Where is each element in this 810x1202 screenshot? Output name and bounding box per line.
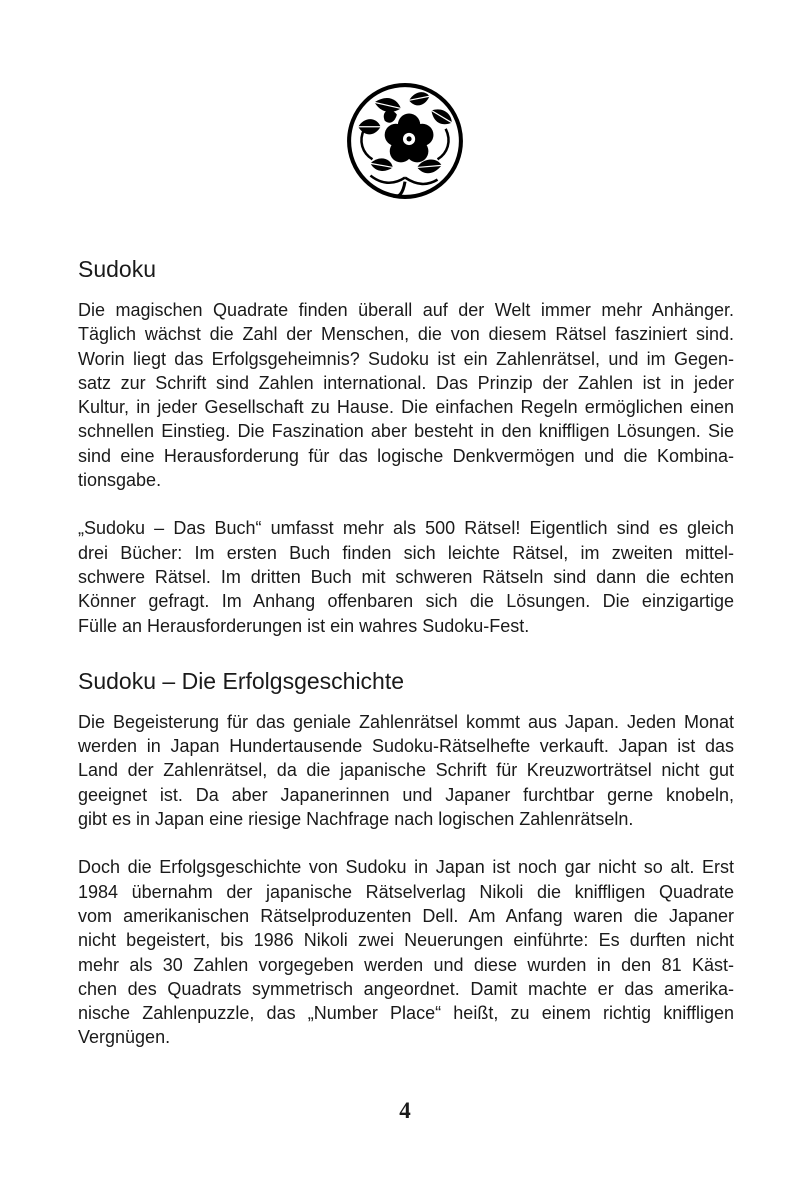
text-line: werden in Japan Hundertausende Sudoku-Rätselhefte verkauft. Japan ist das xyxy=(78,736,734,757)
text-line: Täglich wächst die Zahl der Menschen, die von diesem Rätsel fasziniert sind. xyxy=(78,324,734,345)
paragraph-intro xyxy=(78,298,734,492)
text-line: geeignet ist. Da aber Japanerinnen und Japaner furchtbar gerne knobeln, xyxy=(78,784,734,805)
text-line: Kultur, in jeder Gesellschaft zu Hause. Die einfachen Regeln ermöglichen einen xyxy=(78,397,734,418)
paragraph-japan xyxy=(78,710,734,831)
page-number: 4 xyxy=(399,1098,411,1123)
text-line: Die magischen Quadrate finden überall auf der Welt immer mehr Anhänger. xyxy=(78,300,734,320)
text-line: Könner gefragt. Im Anhang offenbaren sich die Lösungen. Die einzigartige xyxy=(78,591,734,612)
kamon-flower-crest-icon xyxy=(344,80,466,202)
paragraph-book xyxy=(78,516,734,637)
paragraph-nikoli xyxy=(78,855,734,1049)
text-line: nische Zahlenpuzzle, das „Number Place“ heißt, zu einem richtig kniffligen xyxy=(78,1003,734,1024)
text-line: Worin liegt das Erfolgsgeheimnis? Sudoku ist ein Zahlenrätsel, und im Gegen- xyxy=(78,348,734,369)
text-line: schnellen Einstieg. Die Faszination aber besteht in den kniffligen Lösungen. Sie xyxy=(78,421,734,442)
text-line: Land der Zahlenrätsel, da die japanische Schrift für Kreuzworträtsel nicht gut xyxy=(78,760,734,781)
text-line: Vergnügen. xyxy=(78,1027,171,1048)
text-line: chen des Quadrats symmetrisch angeordnet. Damit machte er das amerika- xyxy=(78,978,734,999)
text-line: mehr als 30 Zahlen vorgegeben werden und diese wurden in den 81 Käst- xyxy=(78,954,734,975)
page-content xyxy=(78,254,734,1074)
text-line: satz zur Schrift sind Zahlen international. Das Prinzip der Zahlen ist in jeder xyxy=(78,372,734,393)
text-line: 1984 übernahm der japanische Rätselverlag Nikoli die kniffligen Quadrate xyxy=(78,881,734,902)
text-line: Doch die Erfolgsgeschichte von Sudoku in Japan ist noch gar nicht so alt. Erst xyxy=(78,857,734,878)
text-line: Die Begeisterung für das geniale Zahlenrätsel kommt aus Japan. Jeden Monat xyxy=(78,711,734,732)
section-heading-history: Sudoku – Die Erfolgsgeschichte xyxy=(78,667,405,694)
text-line: Fülle an Herausforderungen ist ein wahres Sudoku-Fest. xyxy=(78,615,530,636)
text-line: sind eine Herausforderung für das logische Denkvermögen und die Kombina- xyxy=(78,445,734,466)
section-heading-sudoku: Sudoku xyxy=(78,256,157,282)
text-line: drei Bücher: Im ersten Buch finden sich leichte Rätsel, im zweiten mittel- xyxy=(78,542,734,563)
text-line: „Sudoku – Das Buch“ umfasst mehr als 500 Rätsel! Eigentlich sind es gleich xyxy=(78,518,734,539)
text-line: vom amerikanischen Rätselproduzenten Dell. Am Anfang waren die Japaner xyxy=(78,905,734,926)
text-line: nicht begeistert, bis 1986 Nikoli zwei Neuerungen einführte: Es durften nicht xyxy=(78,930,734,951)
text-line: gibt es in Japan eine riesige Nachfrage nach logischen Zahlenrätseln. xyxy=(78,809,634,830)
text-line: schwere Rätsel. Im dritten Buch mit schweren Rätseln sind dann die echten xyxy=(78,566,734,587)
text-line: tionsgabe. xyxy=(78,470,162,491)
